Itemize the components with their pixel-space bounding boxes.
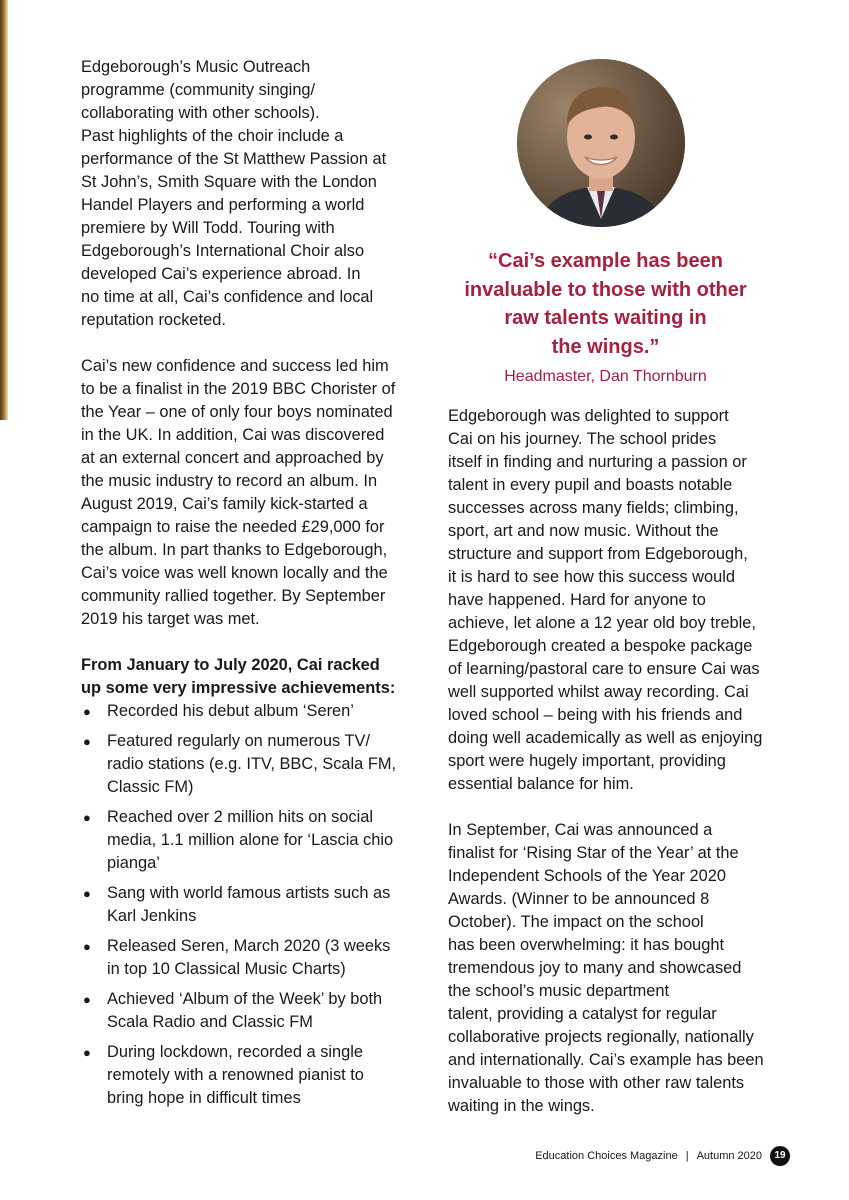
list-item: ● Sang with world famous artists such as Karl Jenkins bbox=[83, 884, 391, 925]
page-edge-strip bbox=[0, 0, 8, 420]
portrait-photo-icon bbox=[517, 59, 685, 227]
footer-separator: | bbox=[685, 1150, 689, 1162]
list-item: ● Featured regularly on numerous TV/ radio stations (e.g. ITV, BBC, Scala FM, Classic FM) bbox=[83, 732, 397, 796]
pull-quote: “Cai’s example has been invaluable to those with other raw talents waiting in the wings.” bbox=[464, 250, 747, 358]
bullet-icon: ● bbox=[83, 939, 91, 954]
list-item: ● Released Seren, March 2020 (3 weeks in top 10 Classical Music Charts) bbox=[83, 937, 391, 978]
bullet-icon: ● bbox=[83, 734, 91, 749]
bullet-icon: ● bbox=[83, 886, 91, 901]
achievements-heading: From January to July 2020, Cai racked up some very impressive achievements: bbox=[81, 656, 396, 697]
page-number: 19 bbox=[770, 1146, 790, 1166]
left-paragraph-1: Edgeborough’s Music Outreach programme (community singing/ collaborating with other schools). Past highlights of the choir include a performance of the St Matthew Passion at St John’s, Smith Square with the London Handel Players and performing a world premiere by Will Todd. Touring with Edgeborough’s International Choir also developed Cai’s experience abroad. In no time at all, Cai’s confidence and local reputation rocketed. bbox=[81, 58, 387, 329]
page-footer bbox=[535, 1146, 790, 1166]
list-item: ● Achieved ‘Album of the Week’ by both Scala Radio and Classic FM bbox=[83, 990, 383, 1031]
publication-name: Education Choices Magazine bbox=[535, 1150, 678, 1162]
headmaster-portrait bbox=[517, 59, 685, 227]
right-paragraph-2: In September, Cai was announced a finalist for ‘Rising Star of the Year’ at the Independent Schools of the Year 2020 Awards. (Winner to be announced 8 October). The impact on the school has been overwhelming: it has bought tremendous joy to many and showcased the school’s music department talent, providing a catalyst for regular collaborative projects regionally, nationally and internationally. Cai’s example has been invaluable to those with other raw talents waiting in the wings. bbox=[448, 821, 764, 1115]
pull-quote-attribution: Headmaster, Dan Thornburn bbox=[504, 368, 707, 385]
list-item: ● Reached over 2 million hits on social media, 1.1 million alone for ‘Lascia chio pianga’ bbox=[83, 808, 394, 872]
list-item: ● During lockdown, recorded a single remotely with a renowned pianist to bring hope in difficult times bbox=[83, 1043, 364, 1107]
left-column bbox=[81, 56, 421, 1117]
right-paragraph-1: Edgeborough was delighted to support Cai on his journey. The school prides itself in finding and nurturing a passion or talent in every pupil and boasts notable successes across many fields; climbing, sport, art and now music. Without the structure and support from Edgeborough, it is hard to see how this success would have happened. Hard for anyone to achieve, let alone a 12 year old boy treble, Edgeborough created a bespoke package of learning/pastoral care to ensure Cai was well supported whilst away recording. Cai loved school – being with his friends and doing well academically as well as enjoying sport were hugely important, providing essential balance for him. bbox=[448, 407, 763, 793]
right-column bbox=[448, 405, 778, 1118]
list-item: ● Recorded his debut album ‘Seren’ bbox=[81, 700, 421, 723]
bullet-icon: ● bbox=[83, 992, 91, 1007]
issue-label: Autumn 2020 bbox=[696, 1150, 762, 1162]
left-paragraph-2: Cai’s new confidence and success led him to be a finalist in the 2019 BBC Chorister of the Year – one of only four boys nominated in the UK. In addition, Cai was discovered at an external concert and approached by the music industry to record an album. In August 2019, Cai’s family kick-started a campaign to raise the needed £29,000 for the album. In part thanks to Edgeborough, Cai’s voice was well known locally and the community rallied together. By September 2019 his target was met. bbox=[81, 357, 396, 628]
achievements-list bbox=[81, 700, 421, 1110]
bullet-icon: ● bbox=[83, 1045, 91, 1060]
bullet-icon: ● bbox=[83, 704, 91, 719]
bullet-icon: ● bbox=[83, 810, 91, 825]
